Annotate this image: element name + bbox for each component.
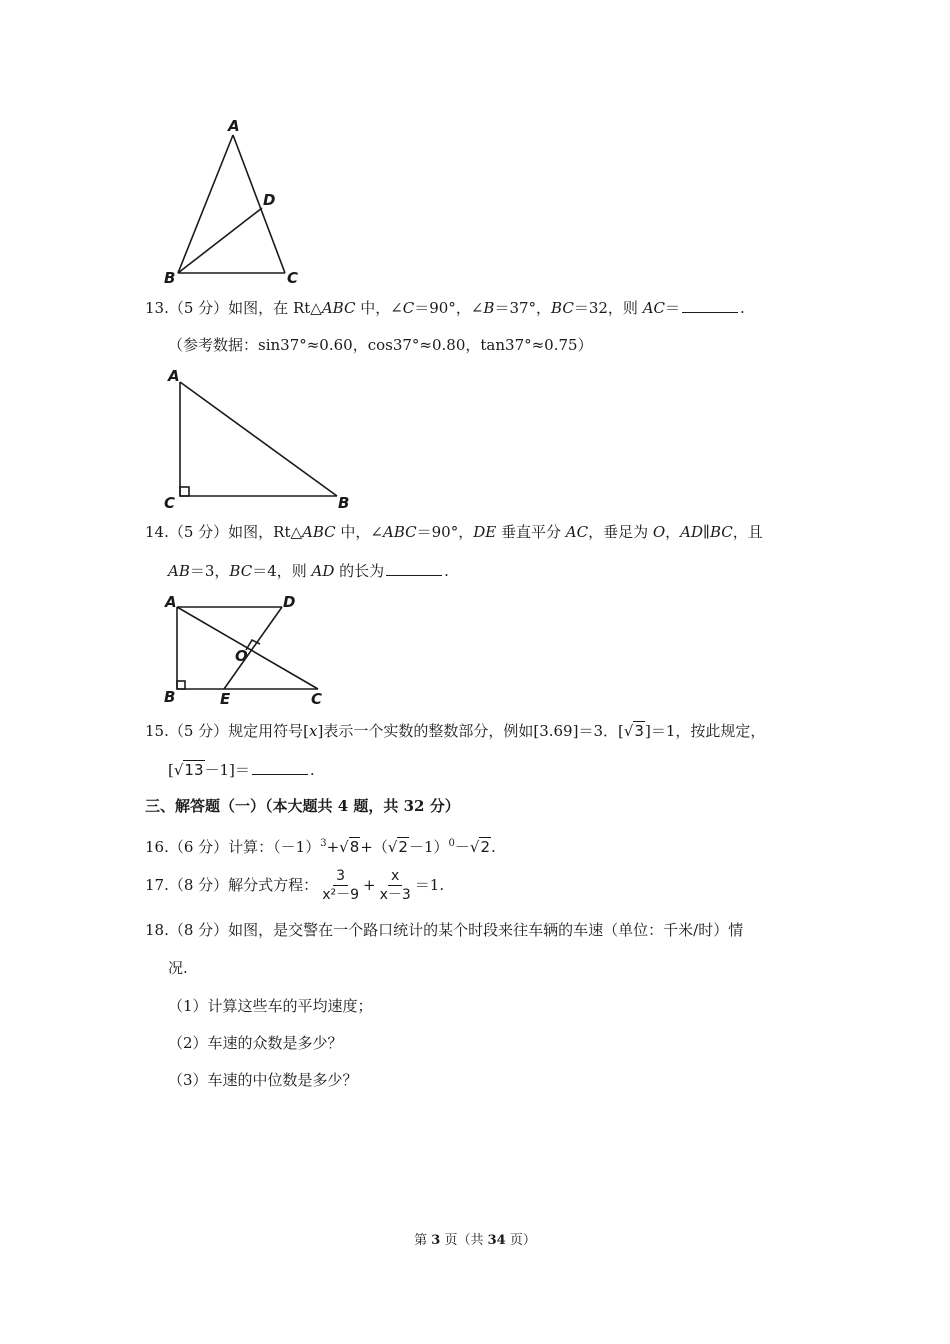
question-18-sub2: （2）车速的众数是多少？ — [168, 1034, 343, 1052]
label-a: A — [228, 117, 240, 135]
question-13: 13.（5 分）如图，在 Rt△ABC 中，∠C＝90°，∠B＝37°，BC＝32，则 AC＝ . — [145, 299, 745, 317]
answer-blank — [386, 561, 442, 576]
question-14: 14.（5 分）如图，Rt△ABC 中，∠ABC＝90°，DE 垂直平分 AC，垂足为 O，AD∥BC，且 — [145, 523, 763, 541]
question-18-sub3: （3）车速的中位数是多少？ — [168, 1071, 358, 1089]
question-18-sub1: （1）计算这些车的平均速度； — [168, 997, 373, 1015]
label-c: C — [164, 494, 176, 512]
answer-blank — [252, 760, 308, 775]
question-14-line2: AB＝3，BC＝4，则 AD 的长为 . — [168, 562, 449, 580]
page-footer: 第 3 页（共 34 页） — [414, 1233, 536, 1248]
sqrt-13: √13 — [173, 761, 204, 779]
right-angle-mark-b — [177, 681, 185, 689]
question-15: 15.（5 分）规定用符号[x]表示一个实数的整数部分，例如[3.69]＝3．[√3]＝1，按此规定， — [145, 722, 766, 740]
label-d: D — [283, 593, 296, 611]
page-number: 3 — [431, 1233, 441, 1248]
label-c: C — [311, 690, 323, 708]
fraction-2: $\frac{x}{x-3}$ — [379, 867, 411, 903]
label-a: A — [165, 593, 177, 611]
question-15-line2: [√13－1]＝ . — [168, 761, 315, 779]
section-heading: 三、解答题（一）（本大题共 4 题，共 32 分） — [145, 797, 460, 815]
figure-perpendicular-bisector — [160, 592, 335, 710]
sqrt-8: √8 — [339, 838, 360, 856]
question-16: 16.（6 分）计算：$(-1)^3+√8+(√2-1)^0-√2$. — [145, 838, 496, 856]
label-c: C — [287, 269, 299, 287]
question-18: 18.（8 分）如图，是交警在一个路口统计的某个时段来往车辆的车速（单位：千米/时）情 — [145, 921, 744, 939]
question-18-line2: 况. — [168, 959, 188, 977]
label-b: B — [164, 688, 176, 706]
label-b: B — [338, 494, 350, 512]
segment-de — [224, 607, 282, 689]
edge-ab — [180, 382, 337, 496]
right-angle-mark — [180, 487, 189, 496]
label-o: O — [235, 647, 248, 665]
fraction-1: $\frac{3}{\text{x²－9}}$ — [322, 867, 359, 903]
page-total: 34 — [487, 1233, 506, 1248]
answer-blank — [682, 298, 738, 313]
question-13-reference: （参考数据：sin37°≈0.60，cos37°≈0.80，tan37°≈0.75） — [168, 336, 593, 354]
label-e: E — [220, 690, 231, 708]
label-b: B — [164, 269, 176, 287]
label-d: D — [263, 191, 276, 209]
sqrt-2: √2 — [387, 838, 408, 856]
figure-right-triangle — [160, 364, 360, 512]
label-a: A — [168, 367, 180, 385]
question-17: 17. （8 分） 解分式方程： $\frac{3}{\text{x²－9}}$ + $\frac{x}{x-3}$ ＝1. — [145, 867, 445, 903]
edge-ac — [233, 135, 285, 273]
sqrt-3: √3 — [623, 722, 644, 740]
figure-triangle-abd — [160, 115, 310, 290]
sqrt-2b: √2 — [469, 838, 491, 856]
